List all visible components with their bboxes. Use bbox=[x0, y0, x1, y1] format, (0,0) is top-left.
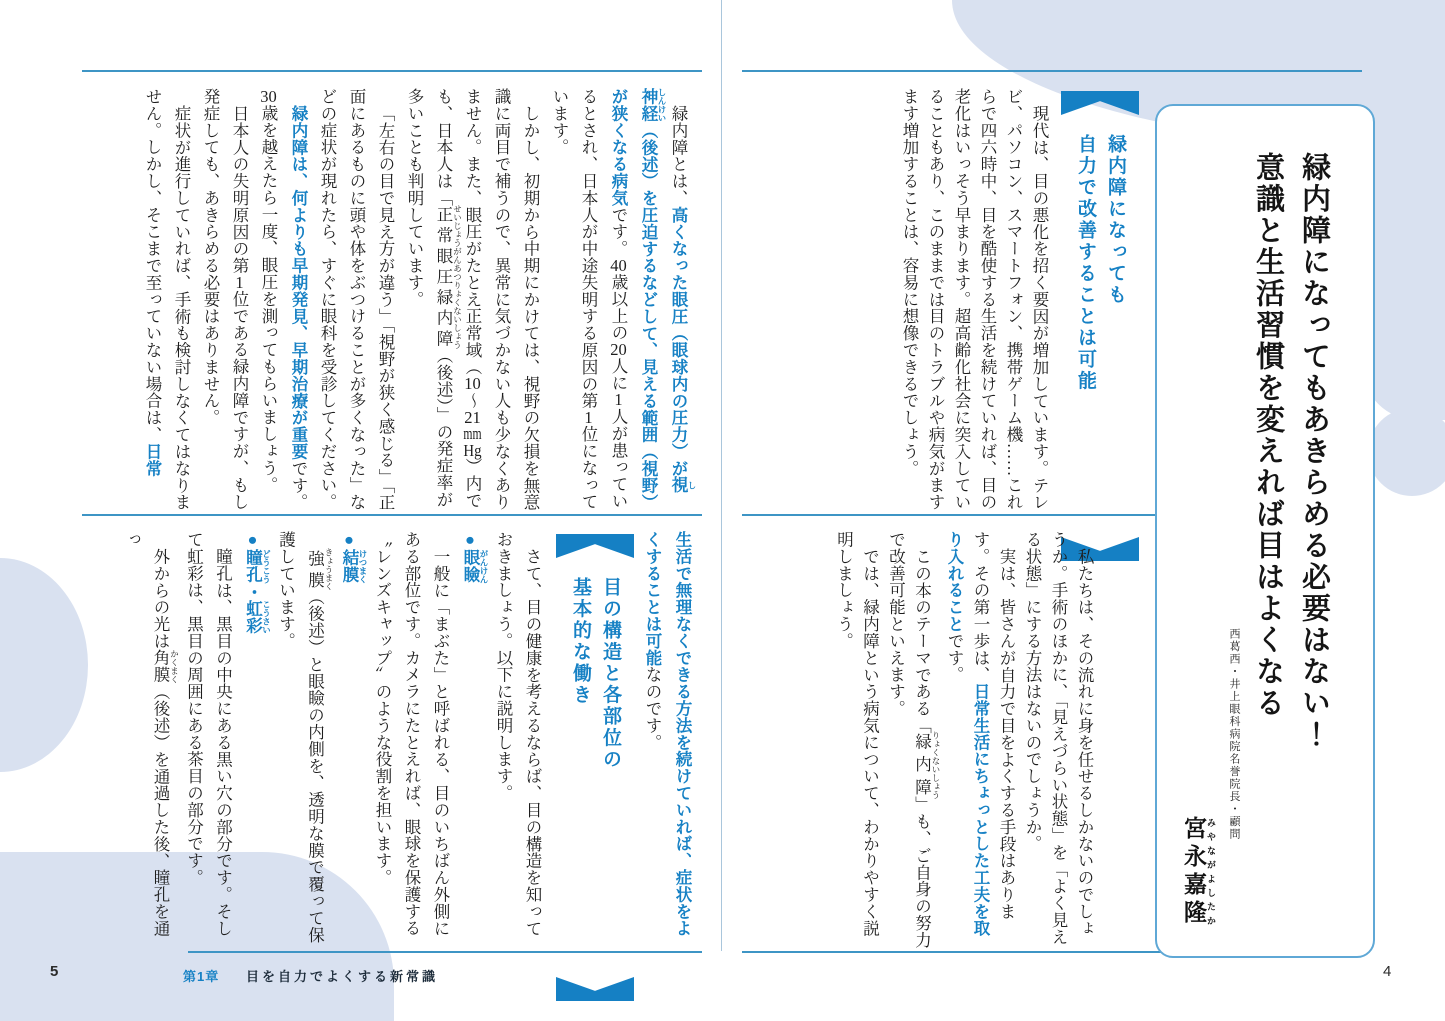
text-segment: 20 bbox=[610, 341, 627, 358]
body-text bbox=[896, 88, 1052, 512]
left-page-bottom-section bbox=[85, 531, 697, 952]
term-heading bbox=[455, 531, 489, 952]
heading-line-2: 自力で改善することは可能 bbox=[1075, 134, 1096, 392]
paragraph bbox=[313, 88, 400, 512]
paragraph bbox=[180, 531, 238, 952]
text-segment: では、緑内障という病気について、わかりやすく説明しましょう。 bbox=[834, 531, 880, 937]
left-page-top-section bbox=[85, 88, 697, 512]
text-segment: です。 bbox=[289, 459, 308, 511]
text-segment: 緑内障とは、 bbox=[669, 104, 688, 206]
page-number-right: 4 bbox=[1383, 963, 1392, 980]
text-segment: この本のテーマである「 bbox=[912, 547, 932, 734]
text-segment: （後述）を通過した後、瞳孔を通っ bbox=[122, 531, 170, 937]
page-gutter-line bbox=[721, 0, 722, 951]
text-segment: mm bbox=[463, 425, 482, 442]
ruby-text: 結膜 けつまく bbox=[340, 549, 368, 584]
author-affiliation: 西葛西・井上眼科病院名誉院長・顧問 bbox=[1228, 628, 1240, 841]
text-segment: 実は、皆さんが自力で目をよくする手段はあります。その第一歩は、 bbox=[971, 531, 1016, 920]
ruby-text: 虹彩 こうさい bbox=[243, 600, 272, 635]
text-segment: 私たちは、その流れに身を任せるしかないのでしょうか。手術のほかに、「見えづらい状態」を「よく見える状態」にする方法はないのでしょうか。 bbox=[1023, 531, 1094, 946]
text-segment: 30 bbox=[260, 88, 277, 105]
text-segment: ・ bbox=[243, 583, 262, 601]
paragraph bbox=[400, 88, 545, 512]
text-segment: 「左右の目で見え方が違う」「視野が狭く感じる」「正面にあるものに頭や体をぶつけることが多くなった」などの症状が現れたら、すぐに眼科を受診してください。 bbox=[318, 88, 395, 511]
ruby-text: 神経 しんけい bbox=[639, 88, 667, 122]
page-title bbox=[1249, 106, 1333, 1002]
text-segment: 日本人の失明原因の第 bbox=[230, 104, 249, 274]
ruby-text: 緑内障 りょくないしょう bbox=[912, 730, 941, 799]
text-segment: 日常生活にちょっとした工夫を取り入れること bbox=[945, 531, 989, 937]
page-number-left: 5 bbox=[50, 963, 59, 980]
text-segment: 一般に「まぶた」と呼ばれる、目のいちばん外側にある部位です。カメラにたとえれば、眼球を保護する〝レンズキャップ〟のような役割を担います。 bbox=[373, 531, 450, 937]
paragraph bbox=[545, 88, 697, 512]
author-block bbox=[1179, 628, 1242, 944]
paragraph bbox=[196, 88, 254, 512]
text-segment: 緑内障は、何よりも早期発見、早期治療が重要 bbox=[289, 104, 307, 460]
body-text bbox=[117, 531, 547, 952]
text-segment: ● bbox=[461, 531, 479, 550]
paragraph bbox=[489, 531, 547, 952]
text-segment: 人が患っているとされ、日本人が中途失明する原因の第 bbox=[579, 88, 628, 510]
author-name-text: 宮永嘉隆 bbox=[1181, 816, 1207, 928]
text-segment: 生活で無理なくできる方法を続けていれば、症状をよくすることは可能 bbox=[643, 531, 691, 937]
rule-middle-left-page bbox=[82, 514, 702, 516]
text-segment: 症状が進行していれば、手術も検討しなくてはなりません。しかし、そこまで至っていない場合は、 bbox=[143, 88, 191, 511]
term-heading bbox=[238, 531, 272, 952]
text-segment: （後述）」の発症率が多いことも判明しています。 bbox=[405, 88, 453, 508]
paragraph bbox=[896, 88, 1052, 512]
chapter-label: 第1章 bbox=[183, 969, 220, 984]
paragraph bbox=[368, 531, 455, 952]
text-segment: ～ bbox=[463, 391, 482, 409]
paragraph bbox=[254, 88, 313, 512]
section-heading-structure bbox=[559, 531, 631, 1004]
ruby-text: 強膜 きょうまく bbox=[305, 547, 334, 590]
right-page-top-section bbox=[896, 88, 1142, 512]
heading-line-1: 目の構造と各部位の bbox=[600, 577, 621, 771]
text-segment: 1 bbox=[235, 273, 244, 290]
text-segment: 現代は、目の悪化を招く要因が増加しています。テレビ、パソコン、スマートフォン、携帯ゲーム機……これらで四六時中、目を酷使する生活を続けていれば、目の老化はいっそう早まります。超高齢化社会に突入していることもあり、このままでは目のトラブルや病気がますます増加することは、容易に想像できるでしょう。 bbox=[900, 88, 1049, 511]
ruby-text: 正常眼圧緑内障 せいじょうがんあつりょくないしょう bbox=[434, 204, 463, 349]
text-segment: 人に bbox=[609, 357, 628, 392]
ruby-text: 眼瞼 がんけん bbox=[461, 549, 489, 584]
author-furigana: みやながよしたか bbox=[1206, 816, 1216, 928]
decor-halfcircle-left bbox=[0, 558, 88, 772]
body-text bbox=[831, 531, 1098, 952]
title-line-1: 緑内障になってもあきらめる必要はない！ bbox=[1298, 152, 1330, 751]
paragraph bbox=[831, 531, 883, 952]
section-heading-improve bbox=[1064, 88, 1136, 564]
text-segment: です。 bbox=[609, 206, 628, 258]
heading-bracket-top-icon bbox=[1061, 91, 1139, 115]
text-segment: （後述）を圧迫するなどして、見える範囲（視野）が狭くなる病気 bbox=[609, 88, 657, 511]
heading-line-1: 緑内障になっても bbox=[1105, 134, 1126, 306]
text-segment: ● bbox=[340, 531, 358, 550]
text-segment: 歳を越えたら一度、眼圧を測ってもらいましょう。 bbox=[259, 104, 278, 494]
text-segment: 40 bbox=[610, 257, 627, 274]
text-segment: 外からの光は bbox=[151, 547, 170, 649]
text-segment: です。 bbox=[945, 632, 964, 684]
paragraph bbox=[117, 531, 180, 952]
text-segment: ● bbox=[243, 531, 262, 550]
text-segment: 位である緑内障ですが、もし発症しても、あきらめる必要はありません。 bbox=[201, 88, 249, 510]
right-page-bottom-section bbox=[831, 531, 1098, 952]
rule-top-right-page bbox=[742, 70, 1362, 72]
text-segment: 瞳孔は、黒目の中央にある黒い穴の部分です。そして虹彩は、黒目の周囲にある茶目の部分です。 bbox=[184, 531, 233, 937]
ruby-text: 瞳孔 どうこう bbox=[243, 549, 272, 584]
paragraph bbox=[883, 531, 942, 952]
heading-bracket-top-icon bbox=[556, 534, 634, 558]
term-heading bbox=[334, 531, 368, 952]
rule-top-left-page bbox=[82, 70, 702, 72]
paragraph bbox=[637, 531, 697, 952]
text-segment: なのです。 bbox=[643, 666, 662, 751]
text-segment: 位になっています。 bbox=[550, 88, 598, 511]
text-segment: 1 bbox=[614, 391, 623, 408]
paragraph bbox=[1019, 531, 1097, 952]
heading-line-2: 基本的な働き bbox=[570, 577, 591, 706]
text-segment: ）内でも、日本人は「 bbox=[434, 88, 482, 509]
text-segment: しかし、初期から中期にかけては、視野の欠損を無意識に両目で補うので、異常に気づかない人も少なくありません。また、眼圧がたとえ正常域（ bbox=[463, 88, 540, 511]
text-segment: 高くなった眼圧（眼球内の圧力）が bbox=[669, 205, 687, 477]
body-text bbox=[137, 88, 697, 512]
paragraph bbox=[272, 531, 335, 952]
text-segment: 」も、ご自身の努力で改善可能といえます。 bbox=[886, 531, 932, 948]
text-segment: 歳以上の bbox=[609, 273, 628, 342]
text-segment: さて、目の健康を考えるならば、目の構造を知っておきましょう。以下に説明します。 bbox=[494, 531, 542, 937]
text-segment: 10 bbox=[464, 375, 481, 392]
paragraph bbox=[137, 88, 196, 512]
paragraph bbox=[941, 531, 1019, 952]
continuation-text bbox=[637, 531, 697, 952]
text-segment: 1 bbox=[584, 409, 593, 426]
text-segment: 21 bbox=[464, 408, 481, 426]
chapter-title: 目を自力でよくする新常識 bbox=[246, 969, 439, 984]
text-segment: （後述）と眼瞼の内側を、透明な膜で覆って保護しています。 bbox=[276, 531, 325, 943]
ruby-text: 視 し bbox=[669, 476, 697, 494]
title-line-2: 意識と生活習慣を変えれば目はよくなる bbox=[1252, 152, 1284, 719]
decor-circle-right bbox=[1368, 408, 1445, 496]
author-name bbox=[1179, 628, 1216, 944]
title-card bbox=[1155, 104, 1375, 958]
text-segment: 日常 bbox=[143, 442, 161, 477]
ruby-text: 角膜 かくまく bbox=[151, 648, 180, 683]
text-segment: Hg bbox=[463, 441, 482, 459]
